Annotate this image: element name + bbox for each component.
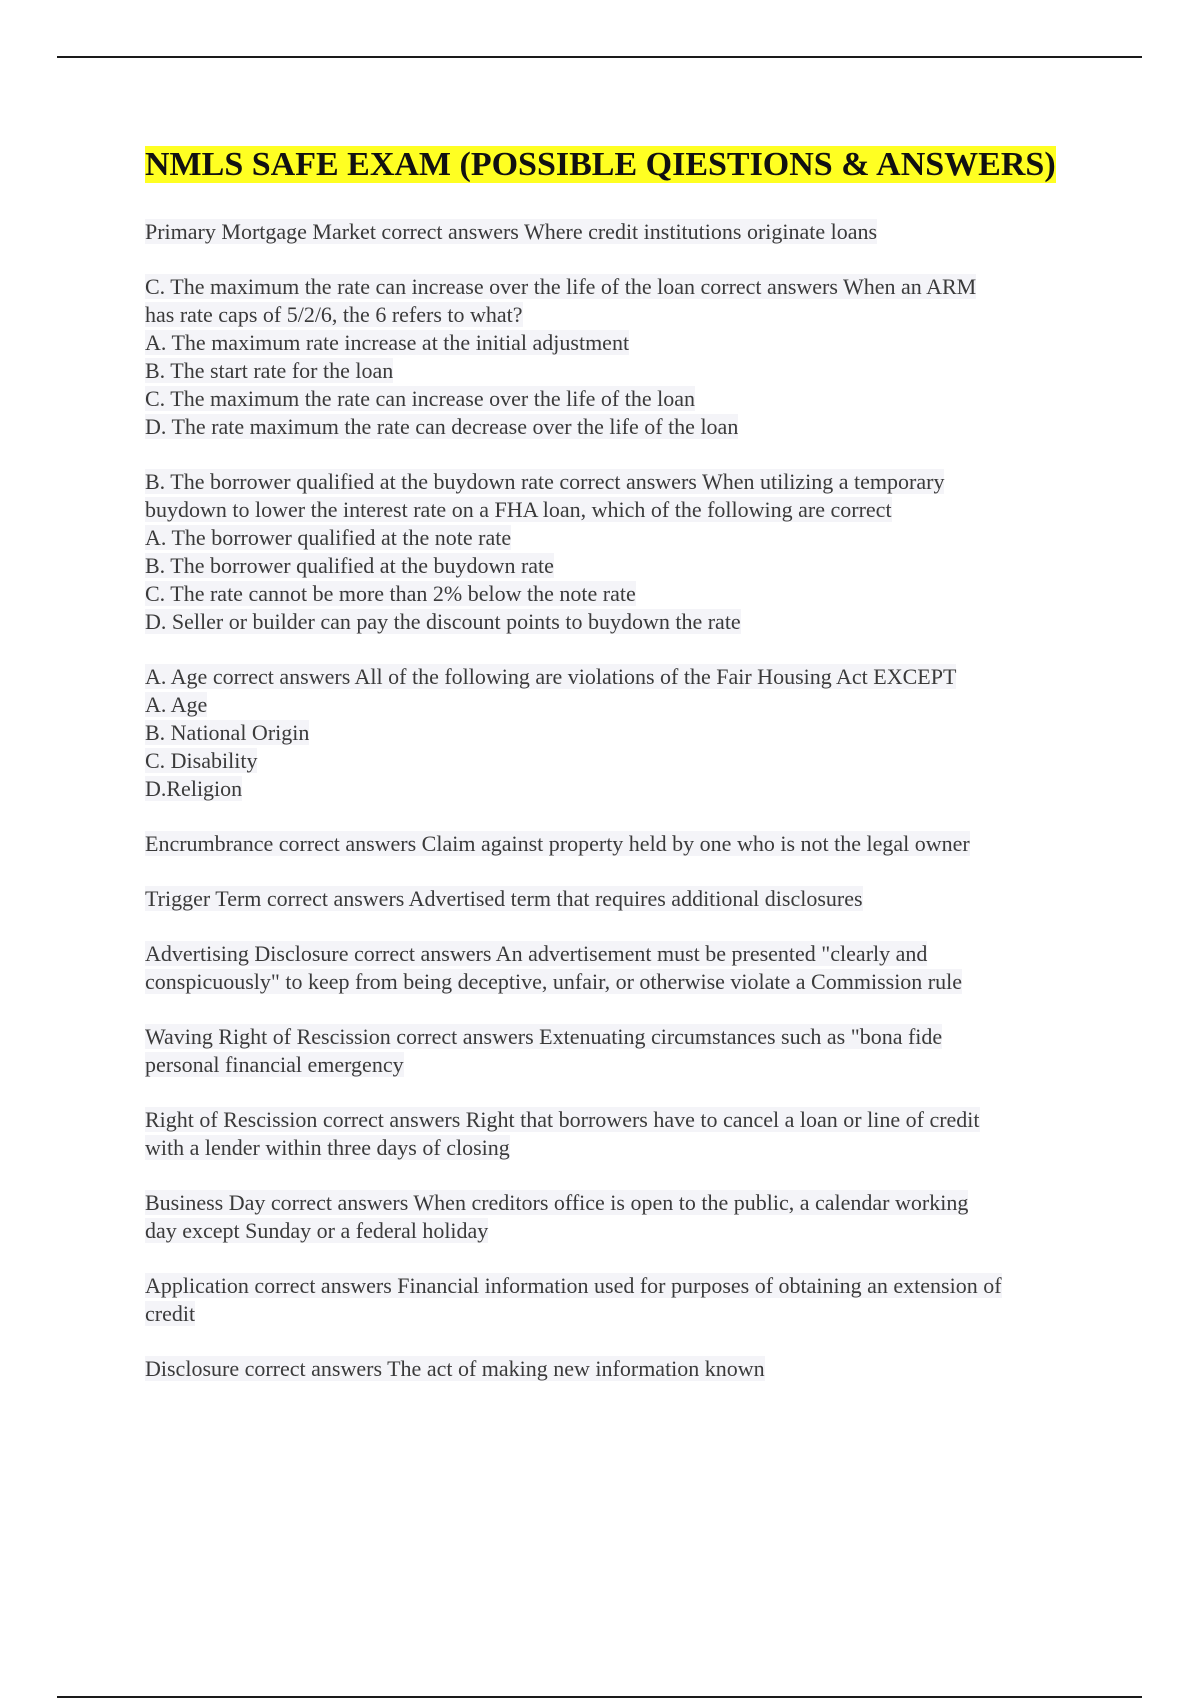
qa-line-text: personal financial emergency — [145, 1052, 404, 1077]
qa-line — [145, 1134, 1105, 1162]
qa-line — [145, 968, 1105, 996]
qa-line-text: buydown to lower the interest rate on a FHA loan, which of the following are correct — [145, 497, 892, 522]
qa-line — [145, 552, 1105, 580]
qa-line — [145, 747, 1105, 775]
bottom-rule — [57, 1696, 1142, 1698]
qa-line — [145, 719, 1105, 747]
top-rule — [57, 56, 1142, 58]
qa-line-text: Right of Rescission correct answers Right that borrowers have to cancel a loan or line of credit — [145, 1107, 980, 1132]
qa-line-text: C. Disability — [145, 748, 258, 773]
qa-line — [145, 830, 1105, 858]
qa-line-text: B. The borrower qualified at the buydown rate — [145, 553, 554, 578]
qa-line — [145, 329, 1105, 357]
qa-item — [145, 468, 1105, 636]
qa-line — [145, 301, 1105, 329]
qa-line-text: B. The borrower qualified at the buydown rate correct answers When utilizing a temporary — [145, 469, 945, 494]
document-title — [145, 144, 1105, 186]
qa-line-text: C. The maximum the rate can increase over the life of the loan correct answers When an ARM — [145, 274, 977, 299]
qa-line — [145, 1355, 1105, 1383]
qa-line-text: A. Age — [145, 692, 208, 717]
qa-line — [145, 580, 1105, 608]
qa-item — [145, 940, 1105, 996]
qa-line — [145, 691, 1105, 719]
qa-line — [145, 608, 1105, 636]
qa-line — [145, 663, 1105, 691]
qa-line-text: credit — [145, 1301, 196, 1326]
qa-item — [145, 1272, 1105, 1328]
qa-item — [145, 273, 1105, 441]
qa-line — [145, 218, 1105, 246]
qa-line — [145, 1300, 1105, 1328]
qa-line — [145, 357, 1105, 385]
qa-line — [145, 1217, 1105, 1245]
qa-line-text: with a lender within three days of closing — [145, 1135, 510, 1160]
qa-line — [145, 468, 1105, 496]
qa-line-text: has rate caps of 5/2/6, the 6 refers to what? — [145, 302, 523, 327]
qa-line — [145, 775, 1105, 803]
qa-line — [145, 1189, 1105, 1217]
qa-line — [145, 1023, 1105, 1051]
qa-line-text: C. The rate cannot be more than 2% below the note rate — [145, 581, 636, 606]
qa-item — [145, 885, 1105, 913]
qa-line-text: Primary Mortgage Market correct answers Where credit institutions originate loans — [145, 219, 878, 244]
qa-line — [145, 1272, 1105, 1300]
qa-line — [145, 413, 1105, 441]
qa-item — [145, 830, 1105, 858]
qa-line-text: A. Age correct answers All of the following are violations of the Fair Housing Act EXCEPT — [145, 664, 957, 689]
qa-line-text: conspicuously" to keep from being deceptive, unfair, or otherwise violate a Commission rule — [145, 969, 963, 994]
qa-item — [145, 663, 1105, 803]
qa-line — [145, 524, 1105, 552]
qa-item — [145, 1106, 1105, 1162]
qa-line-text: Waving Right of Rescission correct answers Extenuating circumstances such as "bona fide — [145, 1024, 943, 1049]
qa-line — [145, 496, 1105, 524]
document-body — [145, 144, 1105, 1410]
qa-list — [145, 218, 1105, 1383]
qa-line-text: A. The maximum rate increase at the initial adjustment — [145, 330, 630, 355]
qa-line-text: Advertising Disclosure correct answers An advertisement must be presented "clearly and — [145, 941, 928, 966]
qa-line-text: D. The rate maximum the rate can decrease over the life of the loan — [145, 414, 739, 439]
qa-line-text: C. The maximum the rate can increase over the life of the loan — [145, 386, 695, 411]
qa-item — [145, 1189, 1105, 1245]
qa-line-text: Disclosure correct answers The act of making new information known — [145, 1356, 765, 1381]
qa-line-text: Application correct answers Financial information used for purposes of obtaining an extension of — [145, 1273, 1002, 1298]
qa-line-text: Encrumbrance correct answers Claim against property held by one who is not the legal owner — [145, 831, 970, 856]
qa-line-text: D.Religion — [145, 776, 243, 801]
qa-item — [145, 1023, 1105, 1079]
qa-line — [145, 885, 1105, 913]
qa-line-text: B. National Origin — [145, 720, 310, 745]
qa-line-text: A. The borrower qualified at the note rate — [145, 525, 512, 550]
qa-line-text: Business Day correct answers When creditors office is open to the public, a calendar working — [145, 1190, 969, 1215]
qa-line — [145, 1051, 1105, 1079]
qa-item — [145, 1355, 1105, 1383]
qa-line — [145, 385, 1105, 413]
document-title-text: NMLS SAFE EXAM (POSSIBLE QIESTIONS & ANSWERS) — [145, 146, 1056, 183]
qa-line-text: Trigger Term correct answers Advertised term that requires additional disclosures — [145, 886, 863, 911]
qa-line — [145, 273, 1105, 301]
qa-line-text: day except Sunday or a federal holiday — [145, 1218, 489, 1243]
qa-line — [145, 1106, 1105, 1134]
qa-line — [145, 940, 1105, 968]
qa-line-text: B. The start rate for the loan — [145, 358, 394, 383]
qa-line-text: D. Seller or builder can pay the discount points to buydown the rate — [145, 609, 741, 634]
qa-item — [145, 218, 1105, 246]
